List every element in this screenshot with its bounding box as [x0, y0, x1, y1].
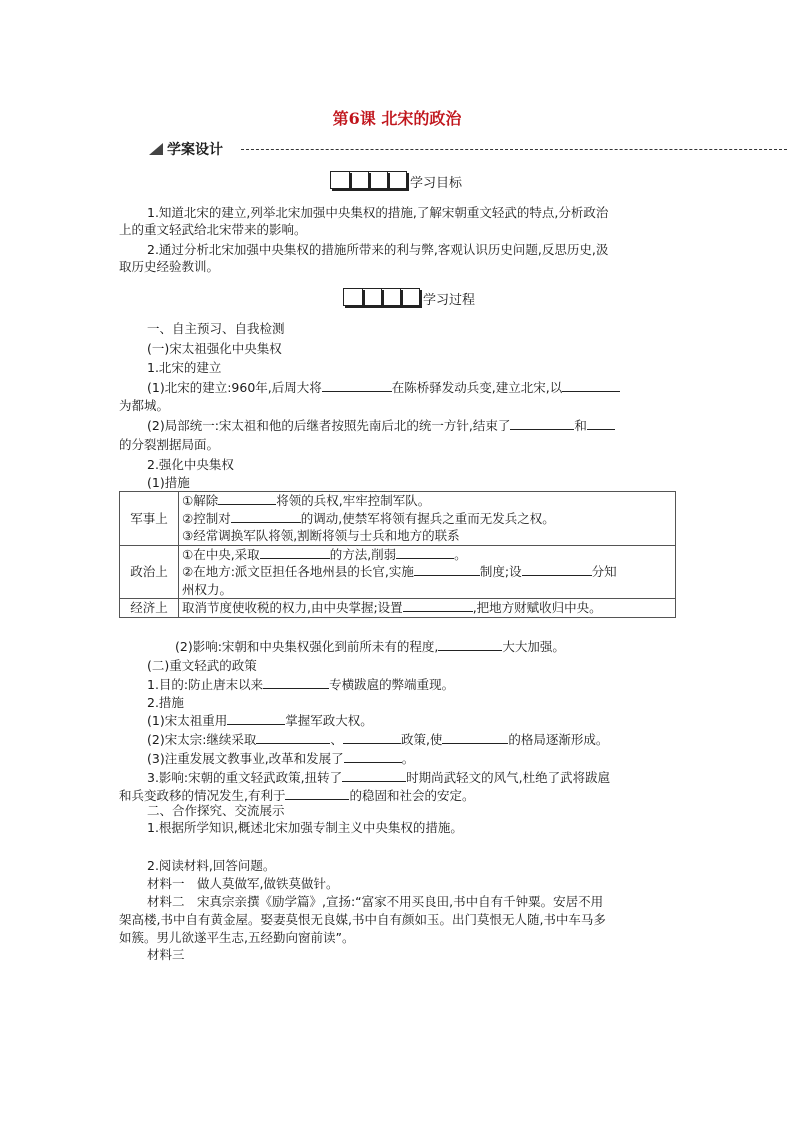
table-cell: ②在地方:派文臣担任各地州县的长官,实施 制度;设 分知 — [179, 563, 676, 581]
table-cell: 州权力。 — [179, 581, 676, 599]
decorative-boxes — [343, 288, 419, 309]
item-1-1-cont: 为都城。 — [119, 398, 170, 413]
measure-3: (3)注重发展文教事业,改革和发展了 。 — [147, 751, 415, 766]
dotted-divider — [241, 149, 787, 150]
military-head: 军事上 — [120, 492, 179, 546]
fill-blank[interactable] — [414, 563, 480, 576]
item-2-2: (2)影响:宋朝和中央集权强化到前所未有的程度, 大大加强。 — [175, 639, 565, 654]
purpose-line: 1.目的:防止唐末以来 专横跋扈的弊端重现。 — [147, 677, 455, 692]
goals-heading: 学习目标 — [409, 176, 462, 191]
table-cell: ①解除 将领的兵权,牢牢控制军队。 — [179, 492, 676, 510]
fill-blank[interactable] — [263, 676, 329, 689]
process-heading-row — [343, 288, 475, 309]
goal-2-line-2: 取历史经验教训。 — [119, 259, 220, 274]
goals-heading-row — [330, 171, 462, 192]
fill-blank[interactable] — [218, 492, 276, 505]
fill-blank[interactable] — [342, 769, 406, 782]
section-header — [149, 139, 787, 161]
subsection-2-heading: (二)重文轻武的政策 — [147, 658, 257, 673]
fill-blank[interactable] — [562, 379, 620, 392]
table-row — [120, 510, 676, 528]
table-row — [120, 581, 676, 599]
item-1-heading: 1.北宋的建立 — [147, 360, 222, 375]
fill-blank[interactable] — [442, 731, 508, 744]
process-heading: 学习过程 — [422, 293, 475, 308]
table-row — [120, 563, 676, 581]
item-2-heading: 2.强化中央集权 — [147, 457, 234, 472]
political-head: 政治上 — [120, 545, 179, 599]
table-row — [120, 545, 676, 563]
section-label: 学案设计 — [167, 142, 223, 158]
table-row — [120, 599, 676, 618]
triangle-icon — [149, 143, 163, 155]
item-1-2-cont: 的分裂割据局面。 — [119, 437, 220, 452]
subsection-1-heading: (一)宋太祖强化中央集权 — [147, 341, 282, 356]
table-cell: ③经常调换军队将领,割断将领与士兵和地方的联系 — [179, 527, 676, 545]
item-2-1-heading: (1)措施 — [147, 475, 190, 490]
fill-blank[interactable] — [343, 731, 401, 744]
table-cell: ②控制对 的调动,使禁军将领有握兵之重而无发兵之权。 — [179, 510, 676, 528]
measures-table — [119, 491, 676, 618]
material-2-line-3: 如簇。男儿欲遂平生志,五经勤向窗前读”。 — [119, 930, 355, 945]
material-2-line-1: 材料二 宋真宗亲撰《励学篇》,宣扬:“富家不用买良田,书中自有千钟粟。安居不用 — [147, 894, 604, 909]
influence-line-2: 和兵变政移的情况发生,有利于 的稳固和社会的安定。 — [119, 788, 475, 803]
fill-blank[interactable] — [285, 787, 349, 800]
question-2: 2.阅读材料,回答问题。 — [147, 858, 276, 873]
fill-blank[interactable] — [227, 712, 285, 725]
part-2-heading: 二、合作探究、交流展示 — [147, 803, 285, 818]
economic-head: 经济上 — [120, 599, 179, 618]
material-2-line-2: 架高楼,书中自有黄金屋。娶妻莫恨无良媒,书中自有颜如玉。出门莫恨无人随,书中车马多 — [119, 912, 606, 927]
fill-blank[interactable] — [396, 546, 454, 559]
fill-blank[interactable] — [231, 510, 301, 523]
fill-blank[interactable] — [522, 563, 592, 576]
page-title: 第6课 北宋的政治 — [332, 109, 462, 128]
table-cell: ①在中央,采取 的方法,削弱 。 — [179, 545, 676, 563]
fill-blank[interactable] — [344, 750, 402, 763]
measures-heading: 2.措施 — [147, 695, 184, 710]
influence-line-1: 3.影响:宋朝的重文轻武政策,扭转了 时期尚武轻文的风气,杜绝了武将跋扈 — [147, 770, 611, 785]
table-cell: 取消节度使收税的权力,由中央掌握;设置 ,把地方财赋收归中央。 — [179, 599, 676, 618]
table-row — [120, 527, 676, 545]
item-1-2: (2)局部统一:宋太祖和他的后继者按照先南后北的统一方针,结束了 和 — [147, 417, 615, 434]
goal-1-line-2: 上的重文轻武给北宋带来的影响。 — [119, 222, 307, 237]
fill-blank[interactable] — [256, 731, 330, 744]
goal-1-line-1: 1.知道北宋的建立,列举北宋加强中央集权的措施,了解宋朝重文轻武的特点,分析政治 — [147, 205, 609, 220]
measure-2: (2)宋太宗:继续采取 、 政策,使 的格局逐渐形成。 — [147, 732, 609, 747]
decorative-boxes — [330, 171, 406, 192]
part-1-heading: 一、自主预习、自我检测 — [147, 321, 285, 336]
table-row — [120, 492, 676, 510]
material-1: 材料一 做人莫做军,做铁莫做针。 — [147, 876, 339, 891]
fill-blank[interactable] — [322, 379, 392, 392]
fill-blank[interactable] — [510, 417, 574, 430]
fill-blank[interactable] — [587, 417, 615, 430]
item-1-1: (1)北宋的建立:960年,后周大将 在陈桥驿发动兵变,建立北宋,以 — [147, 379, 620, 396]
material-3: 材料三 — [147, 947, 185, 962]
fill-blank[interactable] — [260, 546, 330, 559]
fill-blank[interactable] — [438, 638, 502, 651]
goal-2-line-1: 2.通过分析北宋加强中央集权的措施所带来的利与弊,客观认识历史问题,反思历史,汲 — [147, 242, 609, 257]
fill-blank[interactable] — [403, 599, 473, 612]
question-1: 1.根据所学知识,概述北宋加强专制主义中央集权的措施。 — [147, 820, 463, 835]
measure-1: (1)宋太祖重用 掌握军政大权。 — [147, 713, 373, 728]
